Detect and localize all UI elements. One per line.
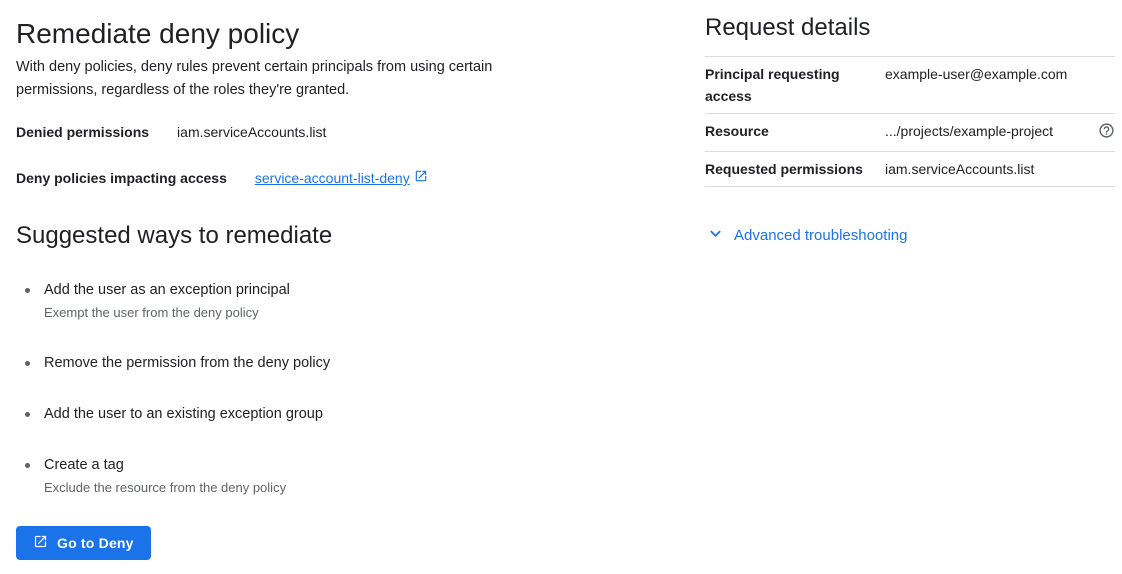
list-item: Add the user to an existing exception group	[16, 406, 581, 423]
table-row	[705, 113, 1115, 151]
list-item: Add the user as an exception principal Exempt the user from the deny policy	[16, 282, 581, 321]
suggestions-list	[16, 282, 581, 496]
remediate-panel	[16, 0, 581, 560]
bullet-icon	[25, 361, 30, 366]
deny-policies-row	[16, 169, 581, 187]
request-details-title: Request details	[705, 14, 871, 41]
open-in-new-icon	[414, 169, 428, 187]
denied-permissions-value: iam.serviceAccounts.list	[177, 124, 327, 140]
bullet-icon	[25, 463, 30, 468]
requested-permissions-label: Requested permissions	[705, 161, 863, 177]
open-in-new-icon	[33, 534, 48, 552]
resource-label: Resource	[705, 123, 769, 139]
suggestions-title: Suggested ways to remediate	[16, 222, 333, 249]
principal-label: Principal requesting access	[705, 66, 840, 104]
principal-value: example-user@example.com	[885, 66, 1068, 82]
request-details-table	[705, 56, 1115, 187]
advanced-troubleshooting-toggle[interactable]	[705, 223, 907, 248]
resource-value: .../projects/example-project	[885, 123, 1054, 139]
requested-permissions-value: iam.serviceAccounts.list	[885, 161, 1035, 177]
help-circle-icon[interactable]	[1098, 122, 1115, 145]
deny-policy-description: With deny policies, deny rules prevent certain principals from using certain permissions, regardless of the roles they're granted.	[16, 59, 493, 98]
bullet-icon	[25, 412, 30, 417]
advanced-troubleshooting-label: Advanced troubleshooting	[734, 227, 908, 244]
request-details-panel	[705, 0, 1115, 249]
deny-policy-link-text: service-account-list-deny	[254, 170, 410, 186]
list-item: Create a tag Exclude the resource from the deny policy	[16, 457, 581, 496]
chevron-down-icon	[705, 223, 726, 248]
page-title: Remediate deny policy	[16, 18, 300, 49]
deny-policy-link[interactable]	[255, 169, 428, 187]
deny-policies-label: Deny policies impacting access	[16, 170, 227, 186]
bullet-icon	[25, 288, 30, 293]
go-to-deny-button[interactable]	[16, 526, 151, 560]
denied-permissions-label: Denied permissions	[16, 124, 150, 140]
table-row	[705, 56, 1115, 113]
list-item: Remove the permission from the deny policy	[16, 355, 581, 372]
denied-permissions-row	[16, 124, 581, 140]
go-to-deny-button-label: Go to Deny	[57, 535, 134, 551]
table-row	[705, 151, 1115, 187]
